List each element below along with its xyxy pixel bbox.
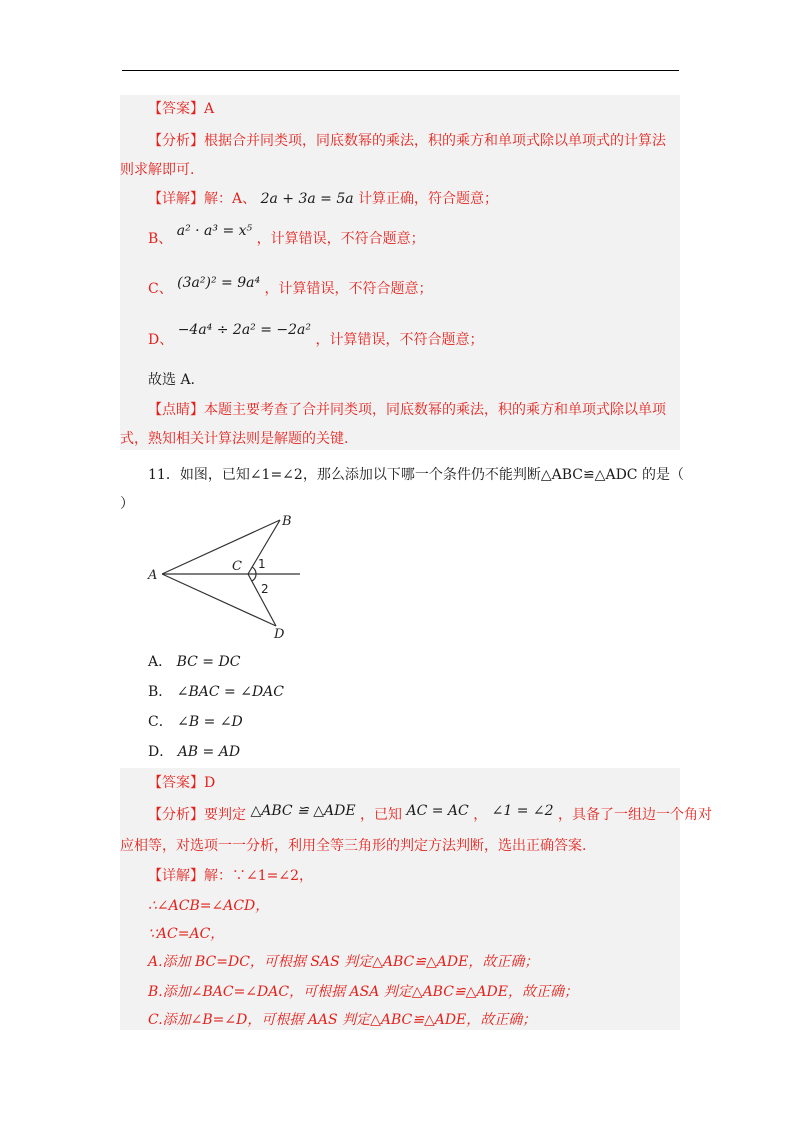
q11-analysis-mid2: ， xyxy=(473,807,488,823)
q10-d-suffix: ，计算错误，不符合题意； xyxy=(315,332,484,348)
q10-conclusion: 故选 A. xyxy=(148,372,196,388)
q10-b-prefix: B、 xyxy=(148,231,173,247)
q10-detail-c xyxy=(148,275,433,299)
q10-d-expr: −4a⁴ ÷ 2a² = −2a² xyxy=(177,322,312,338)
q10-detail-a-suffix: 计算正确，符合题意； xyxy=(358,191,499,207)
q10-c-prefix: C、 xyxy=(148,281,173,297)
triangle-diagram xyxy=(140,510,320,645)
header-rule xyxy=(122,70,679,71)
q11-analysis-mid: ，已知 xyxy=(360,807,402,823)
label-angle-2: 2 xyxy=(261,582,269,596)
option-d-letter: D． xyxy=(148,744,174,760)
q11-answer: 【答案】D xyxy=(148,775,216,791)
q10-detail-prefix: 【详解】解：A、 xyxy=(148,191,257,207)
angle-2-arc xyxy=(252,574,256,581)
q10-answer: 【答案】A xyxy=(148,101,215,117)
q11-detail-line5: B.添加∠BAC=∠DAC，可根据 ASA 判定△ABC≌△ADE，故正确； xyxy=(148,984,578,1000)
angle-1-arc xyxy=(252,567,256,574)
q11-detail-line2: ∴∠ACB=∠ACD， xyxy=(148,898,270,914)
q11-analysis-expr3: ∠1 = ∠2 xyxy=(491,803,554,819)
q11-stem-line2: ） xyxy=(120,496,134,512)
q10-comment-line2: 式，熟知相关计算法则是解题的关键. xyxy=(120,431,349,447)
option-b-expr: ∠BAC = ∠DAC xyxy=(176,684,284,700)
label-angle-1: 1 xyxy=(258,557,266,571)
q11-option-d xyxy=(148,742,240,762)
q10-detail-a xyxy=(148,189,498,209)
option-b-letter: B． xyxy=(148,684,173,700)
q10-detail-a-expr: 2a + 3a = 5a xyxy=(260,191,354,207)
q11-detail-line4: A.添加 BC=DC，可根据 SAS 判定△ABC≌△ADE，故正确； xyxy=(148,954,539,970)
option-a-letter: A． xyxy=(148,654,173,670)
q11-detail-line3: ∵AC=AC， xyxy=(148,926,225,942)
option-c-letter: C． xyxy=(148,714,173,730)
q10-c-expr: (3a²)² = 9a⁴ xyxy=(177,275,261,291)
q11-option-b xyxy=(148,682,284,702)
q10-b-suffix: ，计算错误，不符合题意； xyxy=(256,231,425,247)
q11-analysis-expr2: AC = AC xyxy=(406,803,469,819)
q10-b-expr: a² · a³ = x⁵ xyxy=(176,223,253,239)
q10-d-prefix: D、 xyxy=(148,332,174,348)
label-a: A xyxy=(148,568,158,583)
q11-analysis-line1 xyxy=(148,805,712,825)
q10-c-suffix: ，计算错误，不符合题意； xyxy=(264,281,433,297)
option-d-expr: AB = AD xyxy=(177,744,241,760)
option-c-expr: ∠B = ∠D xyxy=(177,714,243,730)
q11-analysis-pre: 【分析】要判定 xyxy=(148,807,246,823)
q11-analysis-post: ，具备了一组边一个角对 xyxy=(558,807,712,823)
q10-comment-line1: 【点睛】本题主要考查了合并同类项，同底数幂的乘法，积的乘方和单项式除以单项 xyxy=(148,402,666,418)
label-d: D xyxy=(274,627,285,642)
q11-stem-line1: 11．如图，已知∠1=∠2，那么添加以下哪一个条件仍不能判断△ABC≌△ADC 的是（ xyxy=(148,467,684,483)
q10-analysis-line2: 则求解即可. xyxy=(120,162,195,178)
label-c: C xyxy=(232,559,242,574)
segment-ad xyxy=(162,574,276,626)
q11-detail-line6: C.添加∠B=∠D，可根据 AAS 判定△ABC≌△ADE，故正确； xyxy=(148,1012,537,1028)
q10-analysis-line1: 【分析】根据合并同类项，同底数幂的乘法，积的乘方和单项式除以单项式的计算法 xyxy=(148,133,666,149)
q11-option-a xyxy=(148,652,240,672)
q11-detail-line1: 【详解】解：∵∠1=∠2， xyxy=(148,868,314,884)
option-a-expr: BC = DC xyxy=(176,654,241,670)
q11-analysis-expr1: △ABC ≌ △ADE xyxy=(250,803,356,819)
q11-option-c xyxy=(148,712,243,732)
q10-detail-b xyxy=(148,223,425,249)
q10-detail-d xyxy=(148,322,484,350)
label-b: B xyxy=(282,514,292,529)
q11-analysis-line2: 应相等，对选项一一分析，利用全等三角形的判定方法判断，选出正确答案. xyxy=(120,838,587,854)
